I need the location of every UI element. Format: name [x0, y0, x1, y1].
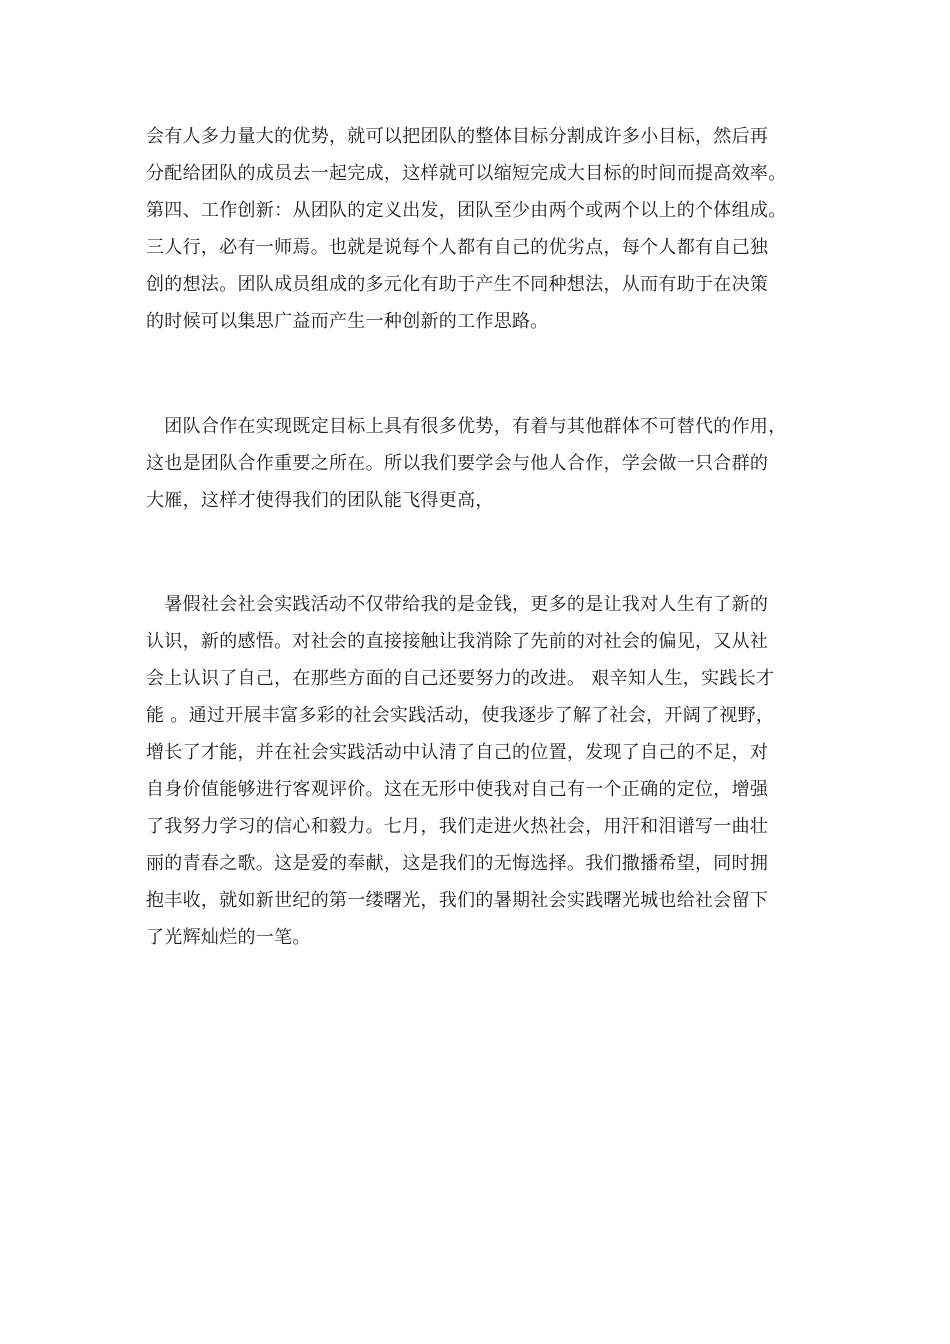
- paragraph-teamwork-conclusion: [146, 408, 826, 519]
- text-line: 抱丰收，就如新世纪的第一缕曙光，我们的暑期社会实践曙光城也给社会留下: [146, 890, 769, 911]
- text-line: 创的想法。团队成员组成的多元化有助于产生不同种想法，从而有助于在决策: [146, 274, 769, 295]
- text-line: 的时候可以集思广益而产生一种创新的工作思路。: [146, 311, 549, 332]
- text-line: 第四、工作创新：从团队的定义出发，团队至少由两个或两个以上的个体组成。: [146, 200, 787, 221]
- paragraph-teamwork-advantages: [146, 118, 826, 340]
- paragraph-summer-practice: [146, 586, 826, 956]
- text-line: 会有人多力量大的优势，就可以把团队的整体目标分割成许多小目标，然后再: [146, 126, 769, 147]
- text-line: 分配给团队的成员去一起完成，这样就可以缩短完成大目标的时间而提高效率。: [146, 163, 787, 184]
- text-line: 丽的青春之歌。这是爱的奉献，这是我们的无悔选择。我们撒播希望，同时拥: [146, 853, 769, 874]
- text-line: 团队合作在实现既定目标上具有很多优势，有着与其他群体不可替代的作用，: [146, 416, 787, 437]
- text-line: 会上认识了自己，在那些方面的自己还要努力的改进。 艰辛知人生，实践长才: [146, 668, 775, 689]
- text-line: 了光辉灿烂的一笔。: [146, 927, 311, 948]
- text-line: 这也是团队合作重要之所在。所以我们要学会与他人合作，学会做一只合群的: [146, 453, 769, 474]
- text-line: 了我努力学习的信心和毅力。七月，我们走进火热社会，用汗和泪谱写一曲壮: [146, 816, 769, 837]
- text-line: 暑假社会社会实践活动不仅带给我的是金钱，更多的是让我对人生有了新的: [146, 594, 769, 615]
- text-line: 能 。通过开展丰富多彩的社会实践活动，使我逐步了解了社会，开阔了视野，: [146, 705, 775, 726]
- text-line: 认识，新的感悟。对社会的直接接触让我消除了先前的对社会的偏见，又从社: [146, 631, 769, 652]
- text-line: 三人行，必有一师焉。也就是说每个人都有自己的优劣点，每个人都有自己独: [146, 237, 769, 258]
- text-line: 大雁，这样才使得我们的团队能飞得更高，: [146, 490, 494, 511]
- text-line: 自身价值能够进行客观评价。这在无形中使我对自己有一个正确的定位，增强: [146, 779, 769, 800]
- text-line: 增长了才能，并在社会实践活动中认清了自己的位置，发现了自己的不足，对: [146, 742, 769, 763]
